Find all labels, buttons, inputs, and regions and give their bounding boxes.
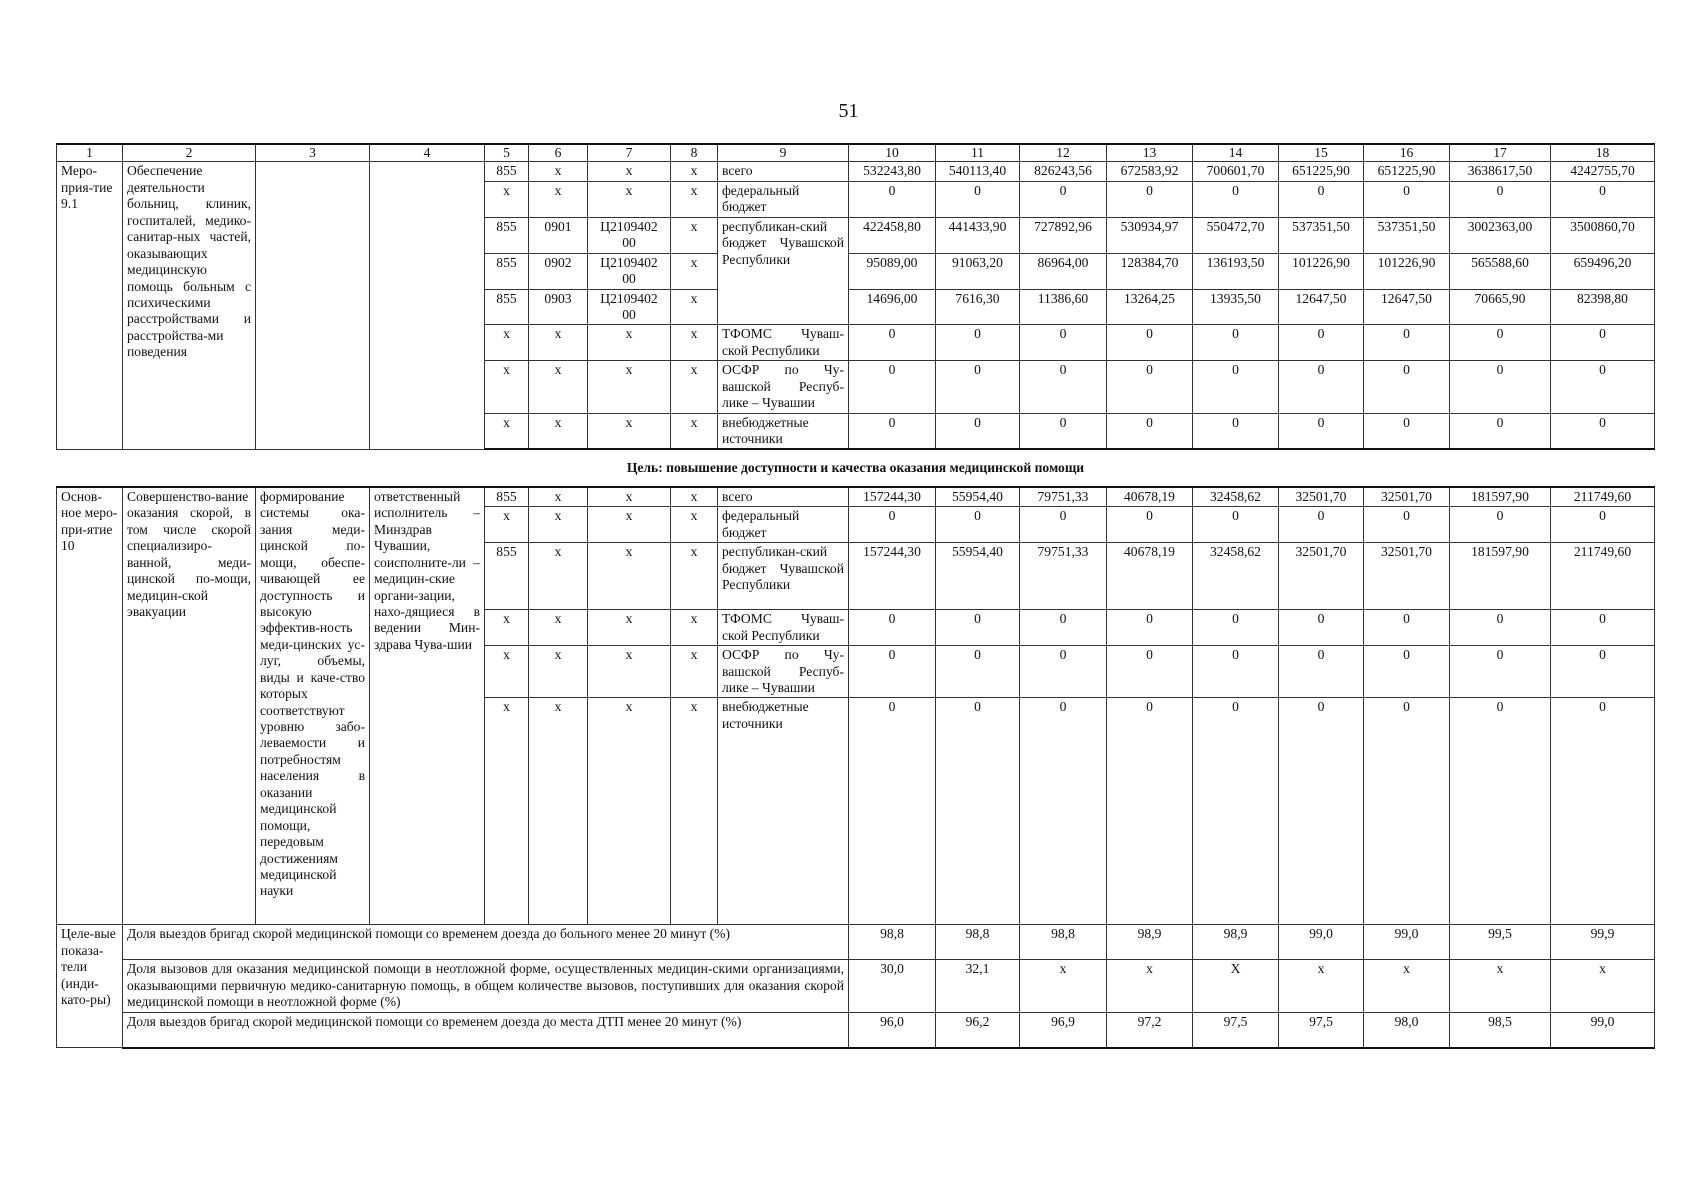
value-cell: 0 <box>1551 610 1655 646</box>
value-cell: 0 <box>1551 325 1655 361</box>
value-cell: 0 <box>1020 507 1107 543</box>
value-cell: 0 <box>1364 181 1450 217</box>
value-cell: 0 <box>1279 413 1364 449</box>
value-cell: 0 <box>1551 698 1655 925</box>
indicator-value: 99,5 <box>1450 925 1551 960</box>
value-cell: 651225,90 <box>1279 162 1364 181</box>
value-cell: 7616,30 <box>936 289 1020 325</box>
value-cell: 0 <box>1020 325 1107 361</box>
section-code: x <box>529 543 588 610</box>
value-cell: 0 <box>849 325 936 361</box>
value-cell: 128384,70 <box>1107 253 1193 289</box>
value-cell: 0 <box>936 646 1020 698</box>
value-cell: 13264,25 <box>1107 289 1193 325</box>
indicator-value: 98,9 <box>1193 925 1279 960</box>
target-code: x <box>588 325 671 361</box>
funding-source: всего <box>718 162 849 181</box>
value-cell: 0 <box>1364 610 1450 646</box>
grbs-code: x <box>485 610 529 646</box>
sec2-title: Совершенство-вание оказания скорой, в том числе скорой специализиро-ванной, меди-цинской по-мощи, медицин-ской эвакуации <box>123 487 256 925</box>
value-cell: 0 <box>1279 325 1364 361</box>
value-cell: 0 <box>1279 646 1364 698</box>
indicator-text: Доля вызовов для оказания медицинской помощи в неотложной форме, осуществленных медицин-скими организациями, оказывающими первичную медико-санитарную помощь, в общем количестве вызовов, поступивших для оказания скорой медицинской помощи в неотложной форме (%) <box>123 960 849 1012</box>
section-code: 0901 <box>529 217 588 253</box>
sec1-title: Обеспечение деятельности больниц, клиник, госпиталей, медико-санитар-ных частей, оказывающих медицинскую помощь больным с психическими расстройствами и расстройства-ми поведения <box>123 162 256 450</box>
indicator-value: 99,0 <box>1364 925 1450 960</box>
value-cell: 0 <box>849 413 936 449</box>
value-cell: 0 <box>1279 610 1364 646</box>
value-cell: 0 <box>1551 413 1655 449</box>
value-cell: 0 <box>849 507 936 543</box>
value-cell: 3500860,70 <box>1551 217 1655 253</box>
section-code: x <box>529 413 588 449</box>
grbs-code: x <box>485 646 529 698</box>
indicator-value: 30,0 <box>849 960 936 1012</box>
target-code: x <box>588 162 671 181</box>
target-code: x <box>588 487 671 507</box>
funding-source: федеральный бюджет <box>718 507 849 543</box>
section-code: x <box>529 507 588 543</box>
value-cell: 532243,80 <box>849 162 936 181</box>
value-cell: 0 <box>1020 181 1107 217</box>
grbs-code: x <box>485 325 529 361</box>
section-code: x <box>529 610 588 646</box>
value-cell: 565588,60 <box>1450 253 1551 289</box>
indicator-value: x <box>1020 960 1107 1012</box>
expense-code: x <box>671 487 718 507</box>
value-cell: 441433,90 <box>936 217 1020 253</box>
indicator-row <box>57 1012 1655 1048</box>
value-cell: 0 <box>1450 413 1551 449</box>
value-cell: 14696,00 <box>849 289 936 325</box>
header-col-2: 2 <box>123 144 256 162</box>
header-col-10: 10 <box>849 144 936 162</box>
expense-code: x <box>671 610 718 646</box>
value-cell: 4242755,70 <box>1551 162 1655 181</box>
value-cell: 0 <box>1193 413 1279 449</box>
value-cell: 0 <box>849 646 936 698</box>
value-cell: 0 <box>1193 698 1279 925</box>
target-code: Ц2109402 00 <box>588 253 671 289</box>
target-code: Ц2109402 00 <box>588 217 671 253</box>
expense-code: x <box>671 361 718 413</box>
value-cell: 540113,40 <box>936 162 1020 181</box>
value-cell: 0 <box>1020 646 1107 698</box>
value-cell: 79751,33 <box>1020 487 1107 507</box>
target-code: x <box>588 543 671 610</box>
value-cell: 0 <box>849 361 936 413</box>
value-cell: 0 <box>1279 181 1364 217</box>
grbs-code: x <box>485 413 529 449</box>
budget-table <box>56 143 1655 1049</box>
header-col-16: 16 <box>1364 144 1450 162</box>
value-cell: 0 <box>1364 698 1450 925</box>
section-code: x <box>529 698 588 925</box>
expense-code: x <box>671 217 718 253</box>
indicator-value: 98,8 <box>849 925 936 960</box>
header-col-12: 12 <box>1020 144 1107 162</box>
indicator-value: 32,1 <box>936 960 1020 1012</box>
value-cell: 0 <box>1020 413 1107 449</box>
value-cell: 0 <box>1193 181 1279 217</box>
value-cell: 0 <box>1193 646 1279 698</box>
value-cell: 0 <box>936 325 1020 361</box>
value-cell: 550472,70 <box>1193 217 1279 253</box>
value-cell: 0 <box>1364 361 1450 413</box>
target-code: x <box>588 413 671 449</box>
target-code: x <box>588 361 671 413</box>
value-cell: 181597,90 <box>1450 543 1551 610</box>
indicator-value: 97,5 <box>1193 1012 1279 1048</box>
value-cell: 537351,50 <box>1364 217 1450 253</box>
value-cell: 0 <box>1551 646 1655 698</box>
section-code: x <box>529 181 588 217</box>
indicator-text: Доля выездов бригад скорой медицинской помощи со временем доезда до больного менее 20 минут (%) <box>123 925 849 960</box>
value-cell: 659496,20 <box>1551 253 1655 289</box>
value-cell: 95089,00 <box>849 253 936 289</box>
value-cell: 0 <box>1450 507 1551 543</box>
value-cell: 0 <box>849 698 936 925</box>
value-cell: 826243,56 <box>1020 162 1107 181</box>
value-cell: 0 <box>1020 361 1107 413</box>
indicator-value: 98,0 <box>1364 1012 1450 1048</box>
funding-source: внебюджетные источники <box>718 698 849 925</box>
header-row <box>57 144 1655 162</box>
indicator-value: 96,9 <box>1020 1012 1107 1048</box>
indicator-value: X <box>1193 960 1279 1012</box>
header-col-11: 11 <box>936 144 1020 162</box>
value-cell: 0 <box>1364 507 1450 543</box>
section-code: 0902 <box>529 253 588 289</box>
expense-code: x <box>671 543 718 610</box>
section-code: x <box>529 325 588 361</box>
value-cell: 0 <box>1107 507 1193 543</box>
indicator-value: x <box>1364 960 1450 1012</box>
expense-code: x <box>671 413 718 449</box>
expense-code: x <box>671 698 718 925</box>
value-cell: 101226,90 <box>1364 253 1450 289</box>
grbs-code: 855 <box>485 543 529 610</box>
sec2-goal: формирование системы ока-зания меди-цинской по-мощи, обеспе-чивающей ее доступность и высокую эффектив-ность меди-цинских ус-луг, объемы, виды и каче-ство которых соответствуют уровню забо-леваемости и потребностям населения в оказании медицинской помощи, передовым достижениям медицинской науки <box>256 487 370 925</box>
indicators-label: Целе-вые показа-тели (инди-като-ры) <box>57 925 123 1048</box>
section-code: x <box>529 361 588 413</box>
expense-code: x <box>671 646 718 698</box>
value-cell: 422458,80 <box>849 217 936 253</box>
value-cell: 727892,96 <box>1020 217 1107 253</box>
indicator-value: 97,5 <box>1279 1012 1364 1048</box>
value-cell: 0 <box>936 507 1020 543</box>
grbs-code: 855 <box>485 487 529 507</box>
section-code: x <box>529 487 588 507</box>
value-cell: 0 <box>1279 507 1364 543</box>
grbs-code: x <box>485 698 529 925</box>
indicator-value: 97,2 <box>1107 1012 1193 1048</box>
funding-source: ОСФР по Чу-вашской Респуб-лике – Чувашии <box>718 361 849 413</box>
value-cell: 0 <box>1020 698 1107 925</box>
value-cell: 0 <box>936 413 1020 449</box>
table-body <box>57 144 1655 1048</box>
header-col-4: 4 <box>370 144 485 162</box>
indicator-value: 99,0 <box>1551 1012 1655 1048</box>
value-cell: 0 <box>1193 507 1279 543</box>
expense-code: x <box>671 325 718 361</box>
sec1-row <box>57 162 1655 181</box>
value-cell: 0 <box>1107 181 1193 217</box>
expense-code: x <box>671 507 718 543</box>
value-cell: 12647,50 <box>1364 289 1450 325</box>
indicator-value: 98,8 <box>1020 925 1107 960</box>
value-cell: 55954,40 <box>936 543 1020 610</box>
target-code: x <box>588 507 671 543</box>
value-cell: 651225,90 <box>1364 162 1450 181</box>
indicator-value: 98,9 <box>1107 925 1193 960</box>
value-cell: 157244,30 <box>849 487 936 507</box>
indicator-value: 96,0 <box>849 1012 936 1048</box>
value-cell: 181597,90 <box>1450 487 1551 507</box>
header-col-3: 3 <box>256 144 370 162</box>
sec2-row <box>57 487 1655 507</box>
value-cell: 3638617,50 <box>1450 162 1551 181</box>
value-cell: 55954,40 <box>936 487 1020 507</box>
value-cell: 0 <box>1107 413 1193 449</box>
indicator-value: 96,2 <box>936 1012 1020 1048</box>
section-code: x <box>529 646 588 698</box>
header-col-7: 7 <box>588 144 671 162</box>
value-cell: 101226,90 <box>1279 253 1364 289</box>
value-cell: 0 <box>1551 507 1655 543</box>
value-cell: 0 <box>936 610 1020 646</box>
funding-source: республикан-ский бюджет Чувашской Республики <box>718 217 849 325</box>
indicator-value: 99,0 <box>1279 925 1364 960</box>
value-cell: 0 <box>1551 181 1655 217</box>
header-col-18: 18 <box>1551 144 1655 162</box>
indicator-row <box>57 960 1655 1012</box>
value-cell: 0 <box>1450 361 1551 413</box>
grbs-code: 855 <box>485 217 529 253</box>
value-cell: 0 <box>1193 361 1279 413</box>
sec1-goal <box>256 162 370 450</box>
value-cell: 79751,33 <box>1020 543 1107 610</box>
grbs-code: x <box>485 361 529 413</box>
indicator-value: 98,8 <box>936 925 1020 960</box>
value-cell: 82398,80 <box>1551 289 1655 325</box>
value-cell: 32501,70 <box>1279 487 1364 507</box>
funding-source: ТФОМС Чуваш-ской Республики <box>718 610 849 646</box>
value-cell: 11386,60 <box>1020 289 1107 325</box>
sec1-code: Меро-прия-тие 9.1 <box>57 162 123 450</box>
target-code: x <box>588 698 671 925</box>
expense-code: x <box>671 181 718 217</box>
header-col-5: 5 <box>485 144 529 162</box>
grbs-code: 855 <box>485 289 529 325</box>
header-col-17: 17 <box>1450 144 1551 162</box>
funding-source: ТФОМС Чуваш-ской Республики <box>718 325 849 361</box>
value-cell: 530934,97 <box>1107 217 1193 253</box>
value-cell: 0 <box>1193 325 1279 361</box>
value-cell: 672583,92 <box>1107 162 1193 181</box>
expense-code: x <box>671 162 718 181</box>
value-cell: 86964,00 <box>1020 253 1107 289</box>
value-cell: 91063,20 <box>936 253 1020 289</box>
value-cell: 0 <box>1107 325 1193 361</box>
header-col-14: 14 <box>1193 144 1279 162</box>
value-cell: 157244,30 <box>849 543 936 610</box>
value-cell: 32501,70 <box>1364 543 1450 610</box>
target-code: x <box>588 610 671 646</box>
grbs-code: 855 <box>485 253 529 289</box>
section-code: 0903 <box>529 289 588 325</box>
value-cell: 0 <box>936 698 1020 925</box>
value-cell: 0 <box>1193 610 1279 646</box>
value-cell: 0 <box>1364 646 1450 698</box>
goal-heading: Цель: повышение доступности и качества оказания медицинской помощи <box>57 449 1655 486</box>
value-cell: 0 <box>936 181 1020 217</box>
section-code: x <box>529 162 588 181</box>
indicator-value: 98,5 <box>1450 1012 1551 1048</box>
value-cell: 700601,70 <box>1193 162 1279 181</box>
value-cell: 0 <box>1364 325 1450 361</box>
value-cell: 0 <box>1107 646 1193 698</box>
value-cell: 32501,70 <box>1279 543 1364 610</box>
indicator-value: x <box>1450 960 1551 1012</box>
grbs-code: 855 <box>485 162 529 181</box>
grbs-code: x <box>485 181 529 217</box>
value-cell: 32458,62 <box>1193 543 1279 610</box>
indicator-row <box>57 925 1655 960</box>
value-cell: 40678,19 <box>1107 543 1193 610</box>
funding-source: внебюджетные источники <box>718 413 849 449</box>
indicator-value: x <box>1551 960 1655 1012</box>
header-col-6: 6 <box>529 144 588 162</box>
funding-source: республикан-ский бюджет Чувашской Республики <box>718 543 849 610</box>
value-cell: 70665,90 <box>1450 289 1551 325</box>
indicator-value: x <box>1107 960 1193 1012</box>
sec2-code: Основ-ное меро-при-ятие 10 <box>57 487 123 925</box>
sec1-executor <box>370 162 485 450</box>
value-cell: 0 <box>1450 610 1551 646</box>
value-cell: 0 <box>936 361 1020 413</box>
value-cell: 0 <box>1107 698 1193 925</box>
value-cell: 0 <box>1450 646 1551 698</box>
value-cell: 0 <box>849 181 936 217</box>
header-col-8: 8 <box>671 144 718 162</box>
funding-source: федеральный бюджет <box>718 181 849 217</box>
grbs-code: x <box>485 507 529 543</box>
target-code: x <box>588 181 671 217</box>
indicator-value: 99,9 <box>1551 925 1655 960</box>
value-cell: 40678,19 <box>1107 487 1193 507</box>
sec2-executor: ответственный исполнитель – Минздрав Чувашии, соисполните-ли – медицин-ские органи-зации, нахо-дящиеся в ведении Мин-здрава Чува-шии <box>370 487 485 925</box>
value-cell: 0 <box>1450 698 1551 925</box>
value-cell: 0 <box>1279 698 1364 925</box>
goal-row <box>57 449 1655 486</box>
value-cell: 0 <box>1279 361 1364 413</box>
header-col-9: 9 <box>718 144 849 162</box>
expense-code: x <box>671 253 718 289</box>
target-code: x <box>588 646 671 698</box>
value-cell: 0 <box>1364 413 1450 449</box>
value-cell: 0 <box>849 610 936 646</box>
value-cell: 32458,62 <box>1193 487 1279 507</box>
indicator-text: Доля выездов бригад скорой медицинской помощи со временем доезда до места ДТП менее 20 минут (%) <box>123 1012 849 1048</box>
header-col-1: 1 <box>57 144 123 162</box>
funding-source: всего <box>718 487 849 507</box>
value-cell: 0 <box>1107 361 1193 413</box>
target-code: Ц2109402 00 <box>588 289 671 325</box>
value-cell: 211749,60 <box>1551 543 1655 610</box>
indicator-value: x <box>1279 960 1364 1012</box>
value-cell: 0 <box>1020 610 1107 646</box>
value-cell: 12647,50 <box>1279 289 1364 325</box>
expense-code: x <box>671 289 718 325</box>
funding-source: ОСФР по Чу-вашской Респуб-лике – Чувашии <box>718 646 849 698</box>
value-cell: 0 <box>1551 361 1655 413</box>
page-number: 51 <box>838 100 859 122</box>
value-cell: 0 <box>1450 325 1551 361</box>
header-col-13: 13 <box>1107 144 1193 162</box>
value-cell: 13935,50 <box>1193 289 1279 325</box>
value-cell: 0 <box>1107 610 1193 646</box>
value-cell: 0 <box>1450 181 1551 217</box>
value-cell: 3002363,00 <box>1450 217 1551 253</box>
value-cell: 32501,70 <box>1364 487 1450 507</box>
value-cell: 211749,60 <box>1551 487 1655 507</box>
value-cell: 537351,50 <box>1279 217 1364 253</box>
value-cell: 136193,50 <box>1193 253 1279 289</box>
header-col-15: 15 <box>1279 144 1364 162</box>
